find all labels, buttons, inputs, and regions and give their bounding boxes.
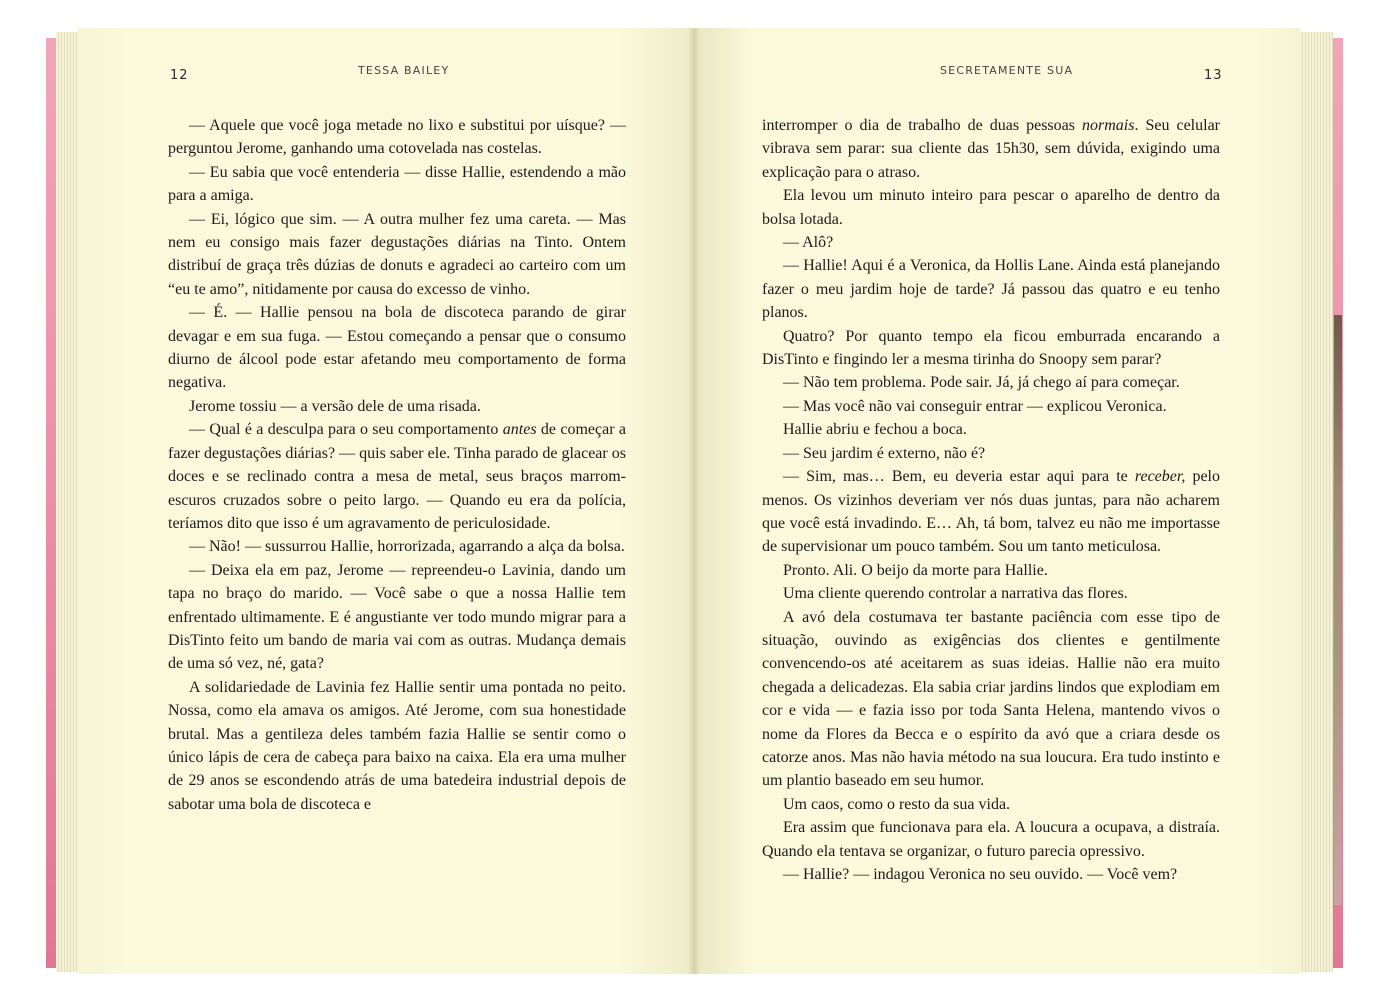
right-page-body [762,114,1220,886]
book-cover-edge-left [46,38,56,968]
book-cover-art-edge [1334,315,1342,905]
paragraph: — Deixa ela em paz, Jerome — repreendeu-o Lavinia, dando um tapa no braço do marido. — Você sabe o que a nossa Hallie tem enfrentado ultimamente. E é angustiante ver todo mundo migrar para a DisTinto feito um bando de maria vai com as outras. Mudança demais de uma só vez, né, gata? [168,561,626,673]
paragraph: Quatro? Por quanto tempo ela ficou emburrada encarando a DisTinto e fingindo ler a mesma tirinha do Snoopy sem parar? [762,327,1220,369]
text-run: de começar a fazer degustações diárias? — quis saber ele. Tinha parado de glacear os doces e se reclinado contra a mesa de metal, seus braços marrom-escuros cruzados sobre o peito largo. — Quando eu era da polícia, teríamos dito que isso é um agravamento de periculosidade. [168,421,626,532]
paragraph: — Hallie! Aqui é a Veronica, da Hollis Lane. Ainda está planejando fazer o meu jardim hoje de tarde? Já passou das quatro e eu tenho planos. [762,257,1220,322]
paragraph: Jerome tossiu — a versão dele de uma risada. [189,397,481,415]
italic-text: normais [1082,117,1135,134]
right-running-head: SECRETAMENTE SUA [940,64,1074,77]
paragraph: Uma cliente querendo controlar a narrativa das flores. [783,585,1128,603]
paragraph: Era assim que funcionava para ela. A loucura a ocupava, a distraía. Quando ela tentava se organizar, o futuro parecia opressivo. [762,819,1220,860]
continued-paragraph [762,114,1220,184]
left-page-body [168,114,626,816]
paragraph: — Não! — sussurrou Hallie, horrorizada, agarrando a alça da bolsa. [189,538,625,556]
right-page-number: 13 [1204,68,1223,83]
italic-text: antes [502,421,537,439]
left-running-head: TESSA BAILEY [358,64,450,77]
paragraph [762,465,1220,559]
paragraph: Um caos, como o resto da sua vida. [783,795,1011,813]
paragraph: Ela levou um minuto inteiro para pescar o aparelho de dentro da bolsa lotada. [762,187,1220,228]
paragraph: — É. — Hallie pensou na bola de discoteca parando de girar devagar e em sua fuga. — Estou começando a pensar que o consumo diurno de álcool pode estar afetando meu comportamento de forma negativa. [168,304,626,392]
page-stack-right [1300,32,1333,972]
text-run: interromper o dia de trabalho de duas pessoas [762,117,1082,134]
italic-text: receber, [1134,468,1186,486]
paragraph: A solidariedade de Lavinia fez Hallie sentir uma pontada no peito. Nossa, como ela amava os amigos. Até Jerome, com sua honestidade brutal. Mas a gentileza deles também fazia Hallie se sentir como o único lápis de cera de cabeça para baixo na caixa. Ela era uma mulher de 29 anos se escondendo atrás de uma batedeira industrial depois de sabotar uma bola de discoteca e [168,678,626,813]
paragraph: — Seu jardim é externo, não é? [783,444,986,462]
paragraph: — Ei, lógico que sim. — A outra mulher fez uma careta. — Mas nem eu consigo mais fazer degustações diárias na Tinto. Ontem distribuí de graça três dúzias de donuts e agradeci ao carteiro com um “eu te amo”, nitidamente por causa do excesso de vinho. [168,210,626,298]
text-run: pelo menos. Os vizinhos deveriam ver nós duas juntas, para não acharem que você está invadindo. E… Ah, tá bom, talvez eu não me importasse de supervisionar um pouco também. Sou um tanto meticulosa. [762,468,1220,556]
book-gutter [688,28,700,974]
paragraph: — Alô? [783,234,834,252]
paragraph: Hallie abriu e fechou a boca. [783,421,967,439]
paragraph: — Não tem problema. Pode sair. Já, já chego aí para começar. [783,374,1180,392]
paragraph: Pronto. Ali. O beijo da morte para Hallie. [783,561,1048,579]
paragraph [168,418,626,535]
paragraph: — Hallie? — indagou Veronica no seu ouvido. — Você vem? [783,866,1178,883]
text-run: — Sim, mas… Bem, eu deveria estar aqui para te [783,468,1135,486]
left-page-number: 12 [170,68,189,83]
paragraph: — Eu sabia que você entenderia — disse Hallie, estendendo a mão para a amiga. [168,163,626,205]
paragraph: — Aquele que você joga metade no lixo e substitui por uísque? — perguntou Jerome, ganhando uma cotovelada nas costelas. [168,117,626,158]
text-run: — Qual é a desculpa para o seu comportamento [189,421,503,439]
text-run: . Seu celular vibrava sem parar: sua cliente das 15h30, sem dúvida, exigindo uma explicação para o atraso. [762,117,1220,181]
paragraph: — Mas você não vai conseguir entrar — explicou Veronica. [783,397,1167,415]
paragraph: A avó dela costumava ter bastante paciência com esse tipo de situação, ouvindo as exigências dos clientes e gentilmente convencendo-os até aceitarem as suas ideias. Hallie não era muito chegada a delicadezas. Ela sabia criar jardins lindos que explodiam em cor e vida — e fazia isso por toda Santa Helena, mantendo vivos o nome da Flores da Becca e o espírito da avó que a criara desde os catorze anos. Mas não havia método na sua loucura. Era tudo instinto e um plantio baseado em seu humor. [762,608,1220,790]
page-stack-left [56,32,78,972]
